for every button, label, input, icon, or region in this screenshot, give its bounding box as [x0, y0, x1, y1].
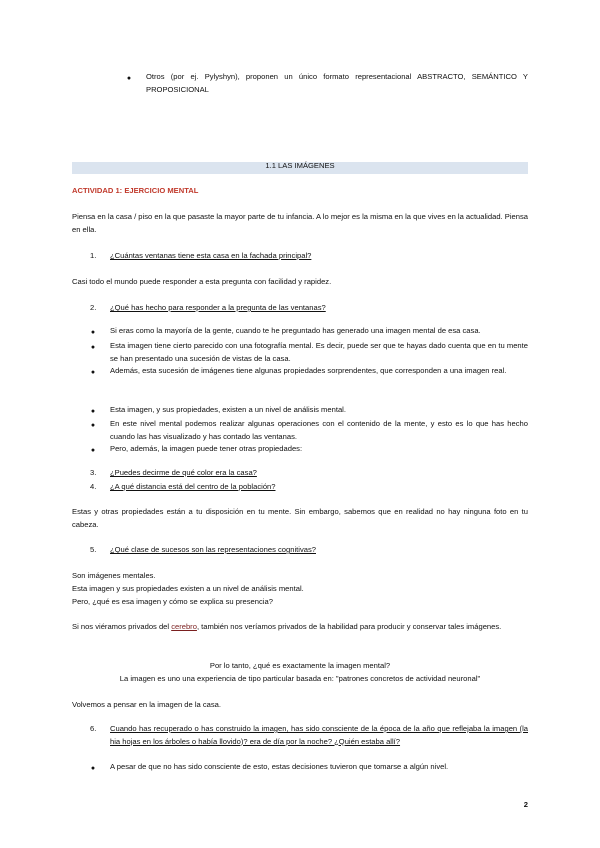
bullet-a-2: Esta imagen tiene cierto parecido con una fotografía mental. Es decir, puede ser que te hayas dado cuenta que en tu mente se han presentado una sucesión de vistas de la casa.: [110, 341, 528, 363]
brain-paragraph: [72, 621, 528, 634]
answer-line-1: Son imágenes mentales.: [72, 571, 156, 580]
bullet-b-3: Pero, además, la imagen puede tener otras propiedades:: [110, 444, 303, 453]
q2-number: 2.: [90, 303, 97, 312]
answer-line-3: Pero, ¿qué es esa imagen y cómo se explica su presencia?: [72, 597, 273, 606]
bullet-dot-icon: ●: [90, 408, 96, 415]
bullet-dot-icon: ●: [126, 75, 132, 82]
q1-text: ¿Cuántas ventanas tiene esta casa en la fachada principal?: [110, 251, 312, 260]
a1-text: Casi todo el mundo puede responder a esta pregunta con facilidad y rapidez.: [72, 277, 332, 286]
activity-title: ACTIVIDAD 1: EJERCICIO MENTAL: [72, 186, 199, 195]
bullet-dot-icon: ●: [90, 329, 96, 336]
q5-number: 5.: [90, 545, 97, 554]
final-bullet: A pesar de que no has sido consciente de esto, estas decisiones tuvieron que tomarse a algún nivel.: [110, 762, 449, 771]
brain-para-pre: Si nos viéramos privados del: [72, 622, 172, 631]
q3-text: ¿Puedes decirme de qué color era la casa?: [110, 468, 257, 477]
q1-number: 1.: [90, 251, 97, 260]
bullet-a-3: Además, esta sucesión de imágenes tiene algunas propiedades sorprendentes, que corresponden a una imagen real.: [110, 366, 507, 375]
bullet-b-1: Esta imagen, y sus propiedades, existen a un nivel de análisis mental.: [110, 405, 346, 414]
q4-text: ¿A qué distancia está del centro de la población?: [110, 482, 276, 491]
bullet-dot-icon: ●: [90, 765, 96, 772]
bullet-dot-icon: ●: [90, 422, 96, 429]
page-number: 2: [523, 800, 528, 809]
q3-number: 3.: [90, 468, 97, 477]
brain-para-post: , también nos veríamos privados de la habilidad para producir y conservar tales imágenes.: [196, 622, 502, 631]
q5-text: ¿Qué clase de sucesos son las representaciones cognitivas?: [110, 545, 316, 554]
section-heading: 1.1 LAS IMÁGENES: [265, 161, 335, 170]
conclusion-line-1: Por lo tanto, ¿qué es exactamente la imagen mental?: [209, 661, 391, 670]
q4-number: 4.: [90, 482, 97, 491]
bullet-dot-icon: ●: [90, 369, 96, 376]
q2-text: ¿Qué has hecho para responder a la pregunta de las ventanas?: [110, 303, 326, 312]
bullet-b-2: En este nivel mental podemos realizar algunas operaciones con el contenido de la mente, y esto es lo que has hecho cuando las has visualizado y has contado las ventanas.: [110, 419, 528, 441]
return-line: Volvemos a pensar en la imagen de la casa.: [72, 700, 222, 709]
para-after-q4: Estas y otras propiedades están a tu disposición en tu mente. Sin embargo, sabemos que en realidad no hay ninguna foto en tu cabeza.: [72, 507, 528, 529]
conclusion-line-2: La imagen es uno una experiencia de tipo particular basada en: "patrones concretos de actividad neuronal": [119, 674, 481, 683]
bullet-a-1: Si eras como la mayoría de la gente, cuando te he preguntado has generado una imagen mental de esa casa.: [110, 326, 481, 335]
bullet-dot-icon: ●: [90, 447, 96, 454]
cerebro-link[interactable]: cerebro: [171, 622, 197, 631]
q6-text: Cuando has recuperado o has construido la imagen, has sido consciente de la época de la año que reflejaba la imagen (la hia hojas en los árboles o había llovido)? era de día por la noche? ¿Quién estaba allí?: [110, 724, 528, 746]
intro-paragraph: Piensa en la casa / piso en la que pasaste la mayor parte de tu infancia. A lo mejor es la misma en la que vives en la actualidad. Piensa en ella.: [72, 212, 528, 234]
intro-bullet: Otros (por ej. Pylyshyn), proponen un único formato representacional ABSTRACTO, SEMÁNTICO Y PROPOSICIONAL: [146, 72, 528, 94]
answer-line-2: Esta imagen y sus propiedades existen a un nivel de análisis mental.: [72, 584, 304, 593]
bullet-dot-icon: ●: [90, 344, 96, 351]
q6-number: 6.: [90, 724, 97, 733]
